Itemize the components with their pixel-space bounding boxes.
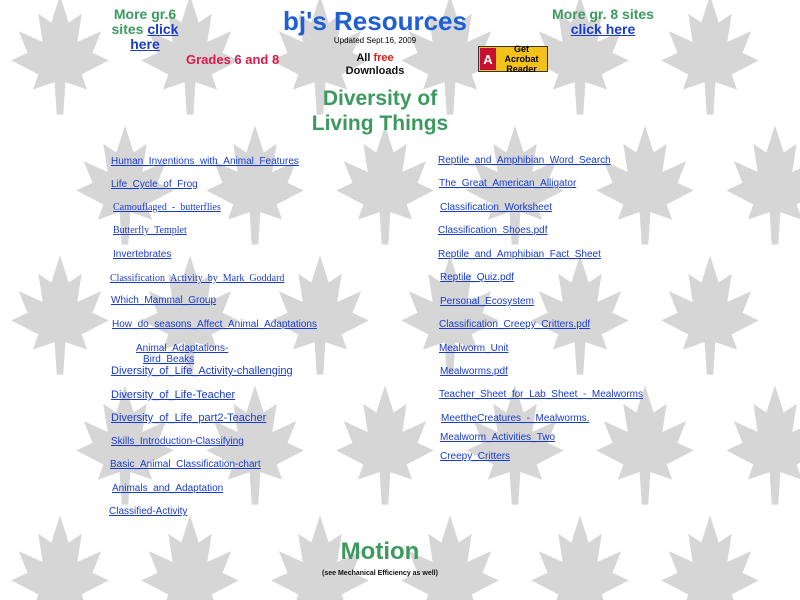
link-classification-worksheet[interactable]: Classification_Worksheet [440,202,553,213]
more-gr8-sites [548,7,658,37]
acrobat-line2: Reader [506,64,537,74]
link-teacher-sheet-mealworms[interactable]: Teacher_Sheet_for_Lab_Sheet_-_Mealworms [439,389,644,400]
link-life-cycle-frog[interactable]: Life_Cycle_of_Frog [111,179,198,190]
link-skills-classifying[interactable]: Skills_Introduction-Classifying [111,436,244,447]
link-american-alligator[interactable]: The_Great_American_Alligator [439,178,577,189]
updated-date: Updated Sept.16, 2009 [333,36,417,45]
adobe-acrobat-icon [480,48,496,70]
maple-leaf-icon [141,515,239,600]
downloads-label [330,52,420,78]
downloads-word: Downloads [345,65,405,77]
section-title-diversity [280,86,480,136]
link-mealworm-unit[interactable]: Mealworm_Unit [439,343,509,354]
downloads-free: free [373,52,394,64]
link-creepy-critters-pdf[interactable]: Classification_Creepy_Critters.pdf [439,319,591,330]
maple-leaf-icon [531,255,629,374]
link-mealworm-activities-two[interactable]: Mealworm_Activities_Two [440,432,556,443]
maple-leaf-icon [336,385,434,504]
motion-title: Motion [340,538,420,565]
section-title-line1: Diversity of [322,87,438,110]
link-animal-adaptations[interactable]: Animal_Adaptations- [136,343,229,354]
maple-leaf-icon [726,385,800,504]
link-invertebrates[interactable]: Invertebrates [113,249,172,260]
link-which-mammal-group[interactable]: Which_Mammal_Group [111,295,217,306]
maple-leaf-icon [661,255,759,374]
link-personal-ecosystem[interactable]: Personal_Ecosystem [440,296,534,307]
maple-leaf-icon [11,515,109,600]
link-human-inventions[interactable]: Human_Inventions_with_Animal_Features [111,156,299,167]
gr6-click-here-link[interactable]: click here [130,21,179,52]
gr8-click-here-link[interactable]: click here [570,21,636,37]
link-reptile-quiz[interactable]: Reptile_Quiz.pdf [440,272,514,283]
more-gr6-label: More gr.6 sites [111,6,177,37]
link-bird-beaks[interactable]: Bird_Beaks [143,354,195,365]
section-title-line2: Living Things [311,112,449,135]
maple-leaf-icon [271,255,369,374]
maple-leaf-icon [206,125,304,244]
acrobat-line1: Get Acrobat [504,44,539,64]
downloads-all: All [356,52,371,64]
link-basic-classification-chart[interactable]: Basic_Animal_Classification-chart [110,459,261,470]
link-diversity-activity-challenging[interactable]: Diversity_of_Life_Activity-challenging [111,365,293,377]
link-classification-activity-goddard[interactable]: Classification_Activity_by_Mark_Goddard [110,273,285,284]
link-butterfly-templet[interactable]: Butterfly_Templet [113,225,187,236]
maple-leaf-icon [466,385,564,504]
maple-leaf-icon [726,125,800,244]
link-camouflaged-butterflies[interactable]: Camouflaged_-_butterflies [113,202,221,213]
maple-leaf-icon [336,125,434,244]
link-classified-activity[interactable]: Classified-Activity [109,506,188,517]
maple-leaf-icon [596,125,694,244]
link-diversity-part2-teacher[interactable]: Diversity_of_Life_part2-Teacher [111,412,267,424]
motion-note: (see Mechanical Efficiency as well) [322,570,438,577]
link-mealworms-pdf[interactable]: Mealworms.pdf [440,366,508,377]
link-reptile-word-search[interactable]: Reptile_and_Amphibian_Word_Search [438,155,611,166]
maple-leaf-icon [596,385,694,504]
link-seasons-adaptations[interactable]: How_do_seasons_Affect_Animal_Adaptations [112,319,317,330]
maple-leaf-icon [531,515,629,600]
maple-leaf-icon [661,0,759,115]
site-title: bj's Resources [283,6,467,36]
more-gr6-sites [100,7,190,52]
maple-leaf-icon [661,515,759,600]
get-acrobat-reader-button[interactable] [478,46,548,72]
link-classification-shoes[interactable]: Classification_Shoes.pdf [438,225,548,236]
link-animals-adaptation[interactable]: Animals_and_Adaptation [112,483,224,494]
acrobat-button-text [496,44,547,74]
link-reptile-fact-sheet[interactable]: Reptile_and_Amphibian_Fact_Sheet [438,249,601,260]
grades-label: Grades 6 and 8 [186,52,280,67]
link-diversity-teacher[interactable]: Diversity_of_Life-Teacher [111,389,236,401]
maple-leaf-icon [11,0,109,115]
maple-leaf-icon [11,255,109,374]
acrobat-logo-letter: A [483,51,493,67]
more-gr8-label: More gr. 8 sites [552,6,654,22]
link-meet-the-creatures[interactable]: MeettheCreatures_-_Mealworms. [441,413,590,424]
link-creepy-critters[interactable]: Creepy_Critters [440,451,511,462]
